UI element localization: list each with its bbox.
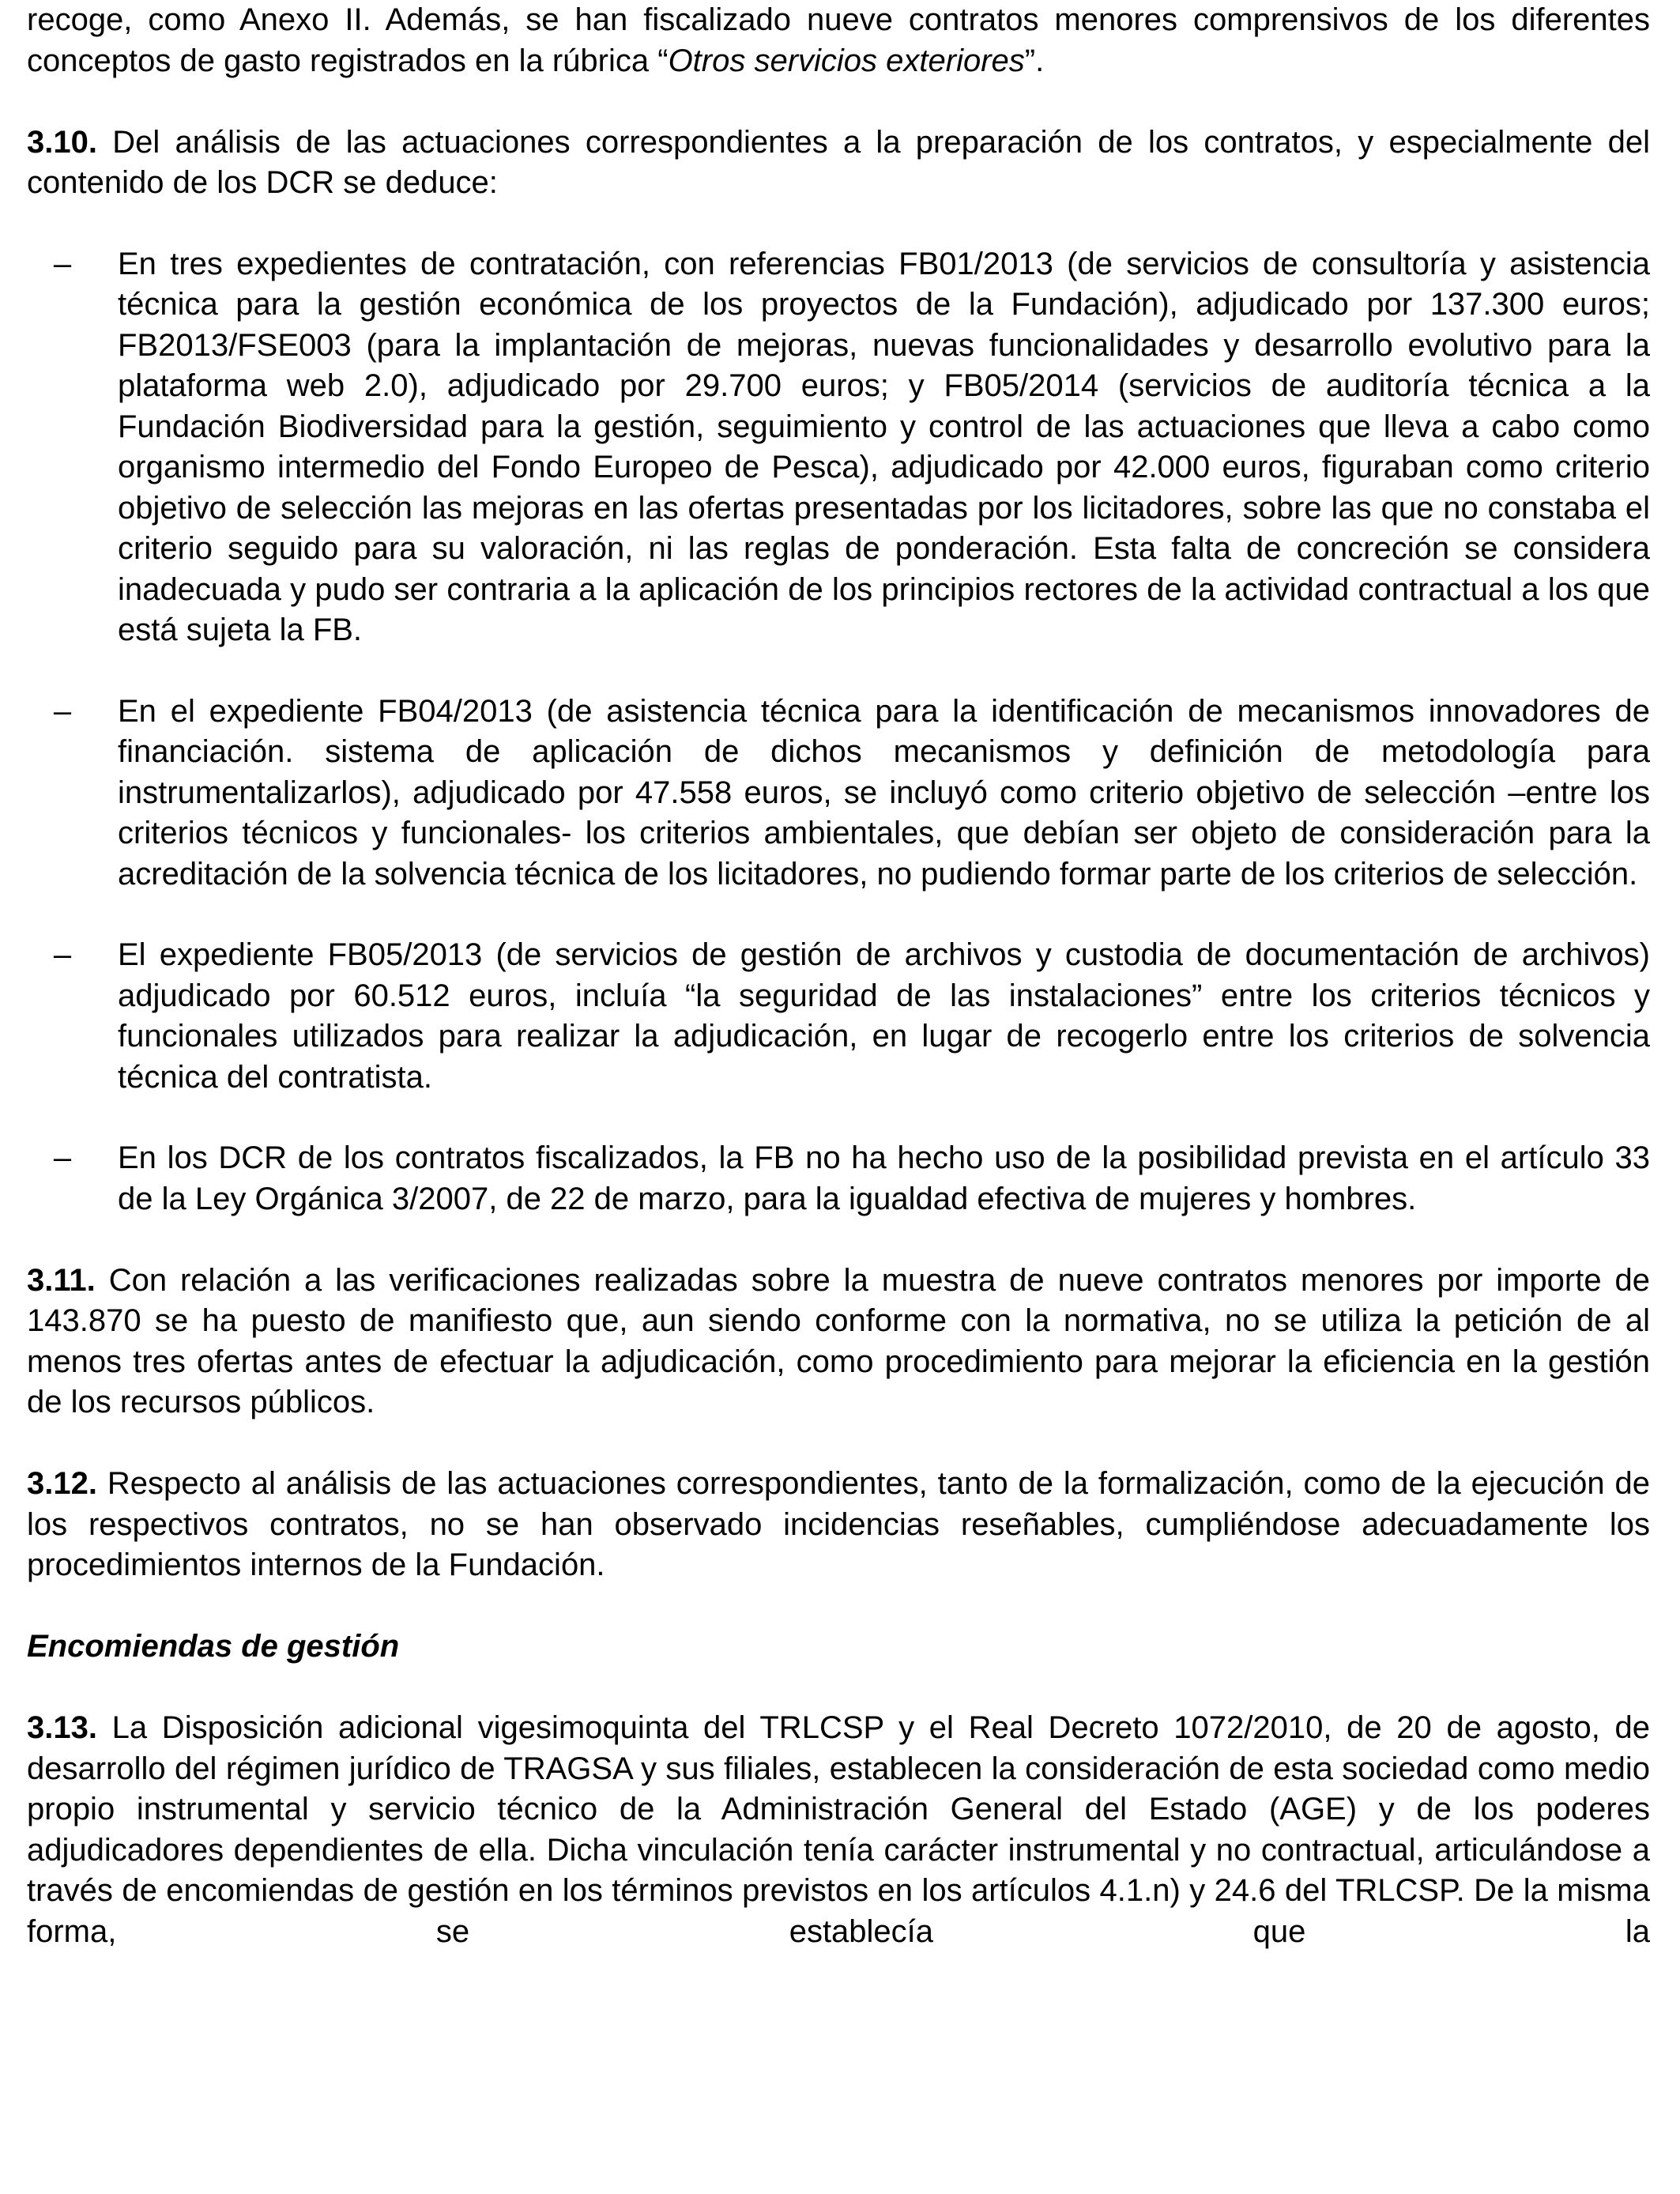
paragraph-3-13 bbox=[27, 1708, 1650, 1952]
list-item-text: En tres expedientes de contratación, con referencias FB01/2013 (de servicios de consultoría y asistencia técnica para la gestión económica de los proyectos de la Fundación), adjudicado por 137.300 euros; FB2013/FSE003 (para la implantación de mejoras, nuevas funcionalidades y desarrollo evolutivo para la plataforma web 2.0), adjudicado por 29.700 euros; y FB05/2014 (servicios de auditoría técnica a la Fundación Biodiversidad para la gestión, seguimiento y control de las actuaciones que lleva a cabo como organismo intermedio del Fondo Europeo de Pesca), adjudicado por 42.000 euros, figuraban como criterio objetivo de selección las mejoras en las ofertas presentadas por los licitadores, sobre las que no constaba el criterio seguido para su valoración, ni las reglas de ponderación. Esta falta de concreción se considera inadecuada y pudo ser contraria a la aplicación de los principios rectores de la actividad contractual a los que está sujeta la FB. bbox=[118, 246, 1650, 647]
list-item bbox=[27, 1138, 1650, 1220]
list-item bbox=[27, 692, 1650, 895]
intro-paragraph bbox=[27, 0, 1650, 81]
paragraph-number: 3.13. bbox=[27, 1710, 97, 1745]
intro-text-end: ”. bbox=[1024, 43, 1045, 78]
list-item bbox=[27, 244, 1650, 651]
intro-text: recoge, como Anexo II. Además, se han fiscalizado nueve contratos menores comprensivos de los diferentes conceptos de gasto registrados en la rúbrica “ bbox=[27, 2, 1650, 78]
list-item-text: El expediente FB05/2013 (de servicios de gestión de archivos y custodia de documentación de archivos) adjudicado por 60.512 euros, incluía “la seguridad de las instalaciones” entre los criterios técnicos y funcionales utilizados para realizar la adjudicación, en lugar de recogerlo entre los criterios de solvencia técnica del contratista. bbox=[118, 937, 1650, 1095]
paragraph-text: Respecto al análisis de las actuaciones correspondientes, tanto de la formalización, como de la ejecución de los respectivos contratos, no se han observado incidencias reseñables, cumpliéndose adecuadamente los procedimientos internos de la Fundación. bbox=[27, 1466, 1650, 1582]
paragraph-3-10 bbox=[27, 123, 1650, 204]
paragraph-text: La Disposición adicional vigesimoquinta del TRLCSP y el Real Decreto 1072/2010, de 20 de agosto, de desarrollo del régimen jurídico de TRAGSA y sus filiales, establecen la consideración de esta sociedad como medio propio instrumental y servicio técnico de la Administración General del Estado (AGE) y de los poderes adjudicadores dependientes de ella. Dicha vinculación tenía carácter instrumental y no contractual, articulándose a través de encomiendas de gestión en los términos previstos en los artículos 4.1.n) y 24.6 del TRLCSP. De la misma forma, se establecía que la bbox=[27, 1710, 1650, 1949]
dash-bullet-icon: – bbox=[53, 1140, 72, 1175]
dash-bullet-icon: – bbox=[53, 246, 72, 281]
paragraph-3-12 bbox=[27, 1464, 1650, 1586]
dash-bullet-icon: – bbox=[53, 937, 72, 972]
paragraph-text: Del análisis de las actuaciones correspondientes a la preparación de los contratos, y especialmente del contenido de los DCR se deduce: bbox=[27, 124, 1650, 200]
list-item-text: En el expediente FB04/2013 (de asistencia técnica para la identificación de mecanismos innovadores de financiación. sistema de aplicación de dichos mecanismos y definición de metodología para instrumentalizarlos), adjudicado por 47.558 euros, se incluyó como criterio objetivo de selección –entre los criterios técnicos y funcionales- los criterios ambientales, que debían ser objeto de consideración para la acreditación de la solvencia técnica de los licitadores, no pudiendo formar parte de los criterios de selección. bbox=[118, 693, 1650, 892]
paragraph-3-11 bbox=[27, 1261, 1650, 1423]
list-item bbox=[27, 935, 1650, 1098]
paragraph-number: 3.11. bbox=[27, 1262, 96, 1298]
findings-list bbox=[27, 244, 1650, 1220]
list-item-text: En los DCR de los contratos fiscalizados, la FB no ha hecho uso de la posibilidad prevista en el artículo 33 de la Ley Orgánica 3/2007, de 22 de marzo, para la igualdad efectiva de mujeres y hombres. bbox=[118, 1140, 1650, 1216]
document-page bbox=[27, 0, 1650, 1952]
dash-bullet-icon: – bbox=[53, 693, 72, 729]
paragraph-number: 3.10. bbox=[27, 124, 97, 160]
section-heading: Encomiendas de gestión bbox=[27, 1629, 400, 1664]
paragraph-number: 3.12. bbox=[27, 1466, 97, 1501]
paragraph-text: Con relación a las verificaciones realizadas sobre la muestra de nueve contratos menores por importe de 143.870 se ha puesto de manifiesto que, aun siendo conforme con la normativa, no se utiliza la petición de al menos tres ofertas antes de efectuar la adjudicación, como procedimiento para mejorar la eficiencia en la gestión de los recursos públicos. bbox=[27, 1262, 1650, 1419]
intro-emphasis: Otros servicios exteriores bbox=[668, 43, 1025, 78]
